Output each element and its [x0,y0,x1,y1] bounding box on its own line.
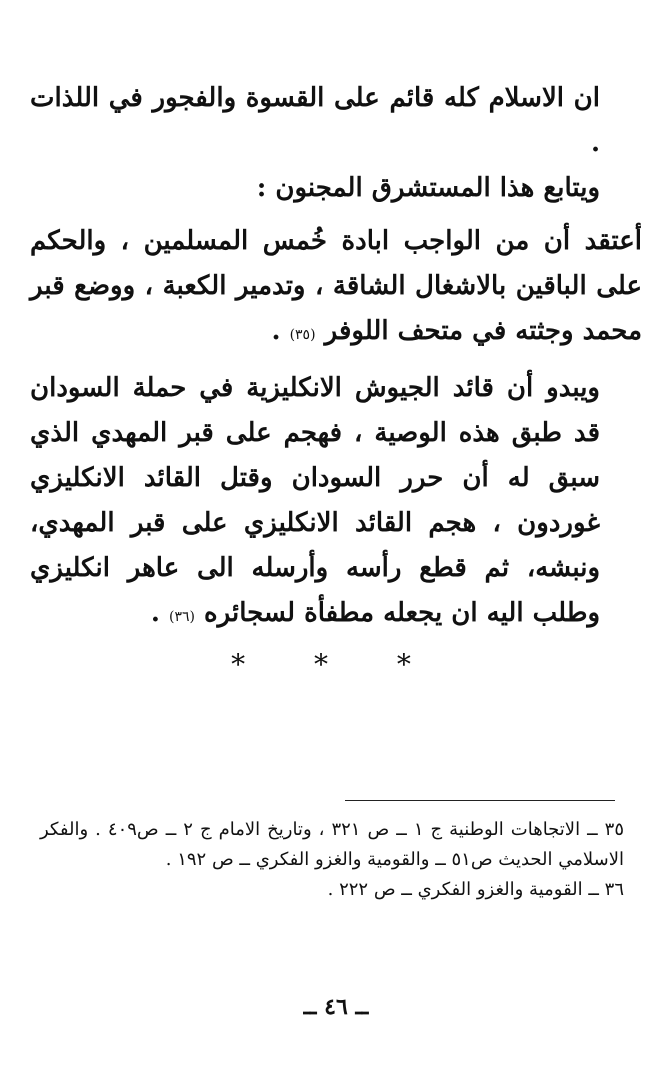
quote-end: . [271,316,290,346]
footnote-35: ٣٥ ــ الاتجاهات الوطنية ج ١ ــ ص ٣٢١ ، وتاريخ الامام ج ٢ ــ ص٤٠٩ . والفكر الاسلامي الحديث ص٥١ ــ والقومية والغزو الفكري ــ ص ١٩٢ . [40,819,624,870]
footnote-ref-35: (٣٥) [289,327,316,343]
paragraph-top [30,76,642,166]
paragraph-second-end: . [150,598,169,628]
paragraph-top-text: ان الاسلام كله قائم على القسوة والفجور في اللذات . [30,83,600,158]
footnote-ref-36: (٣٦) [168,609,195,625]
paragraph-quote [30,219,642,358]
paragraph-intro [30,166,642,211]
footnotes [40,815,624,905]
quote-text: أعتقد أن من الواجب ابادة خُمس المسلمين ، والحكم على الباقين بالاشغال الشاقة ، وتدمير الكعبة ، ووضع قبر محمد وجثته في متحف اللوفر [30,226,642,346]
footnote-rule [345,800,615,801]
footnote-36: ٣٦ ــ القومية والغزو الفكري ــ ص ٢٢٢ . [327,879,624,900]
section-separator: * * * [231,648,441,681]
page-number: ــ ٤٦ ــ [303,994,369,1020]
paragraph-intro-text: ويتابع هذا المستشرق المجنون : [256,173,600,203]
paragraph-second-text: ويبدو أن قائد الجيوش الانكليزية في حملة السودان قد طبق هذه الوصية ، فهجم على قبر المهدي الذي سبق له أن حرر السودان وقتل القائد الانكليزي غوردون ، هجم القائد الانكليزي على قبر المهدي، ونبشه، ثم قطع رأسه وأرسله الى عاهر انكليزي وطلب اليه ان يجعله مطفأة لسجائره [30,373,600,628]
main-text [30,76,642,640]
paragraph-second [30,366,642,640]
